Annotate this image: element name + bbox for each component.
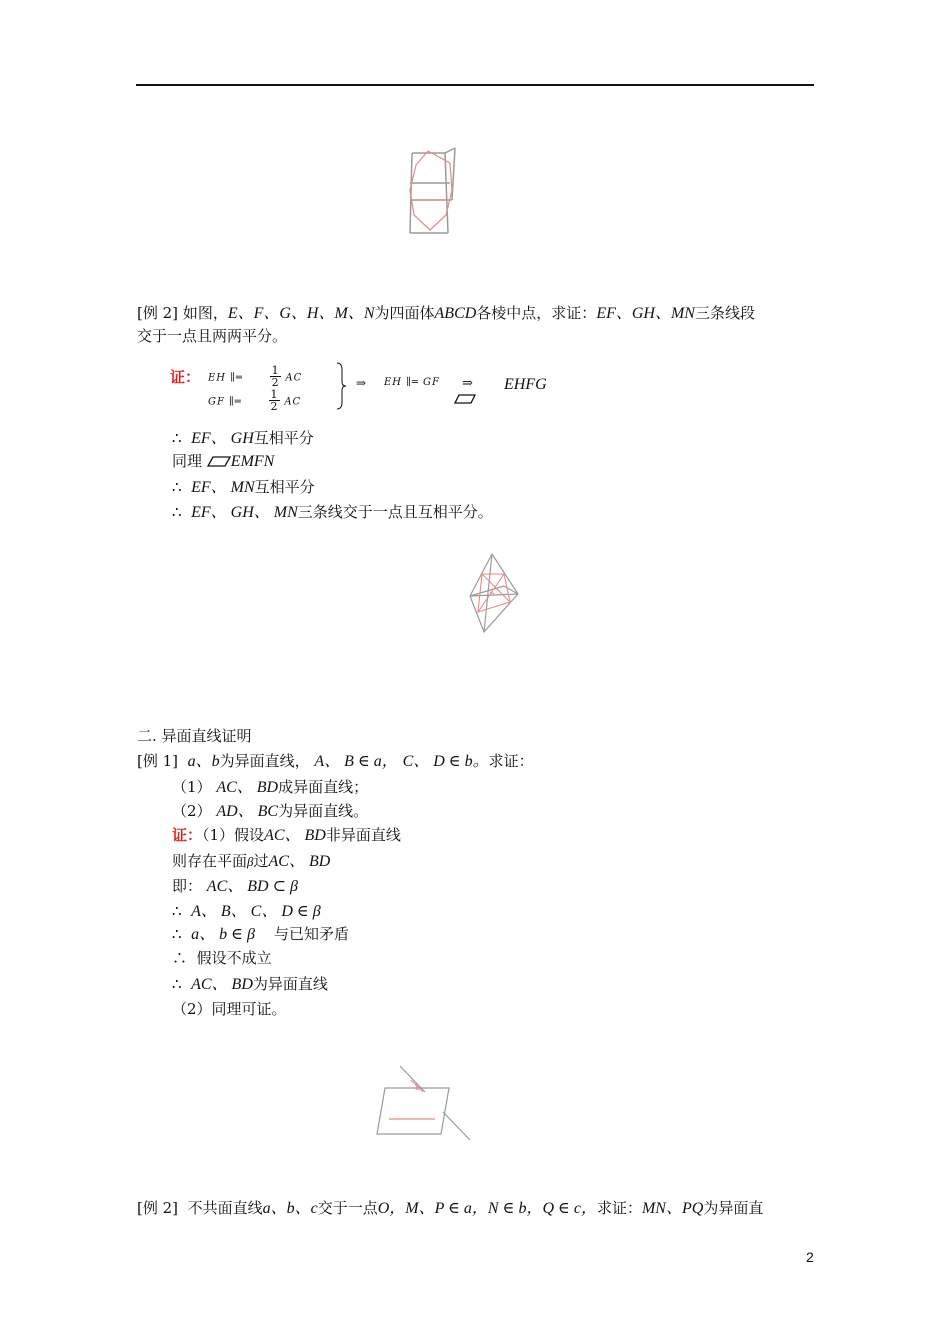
eh-label: EH ∥═ (208, 372, 243, 384)
step3-math: EF、 MN (191, 479, 255, 496)
ex1-cd-in-b: C、 D ∈ b。 (402, 753, 489, 770)
frac-half-2 (269, 389, 280, 412)
step2-math: EMFN (230, 453, 275, 470)
step1-math: EF、 GH (191, 430, 254, 447)
eh-gf: EH ∥═ GF (384, 377, 440, 388)
frac-den: 2 (271, 376, 279, 389)
figure-prism (400, 145, 465, 240)
ex2b-abc: a、b、c (262, 1200, 318, 1217)
parallelogram-icon (207, 456, 231, 467)
ex2-text-b: 为四面体 (374, 304, 435, 322)
ac-label: AC (284, 396, 302, 408)
q2-math: AD、 BC (216, 803, 279, 820)
proof1-step4 (172, 499, 493, 522)
proof1-eh-row (208, 365, 302, 388)
ex2-text-a: 如图， (182, 304, 228, 322)
proof1-step1 (172, 425, 314, 448)
q2-num: （2） (172, 802, 212, 820)
ex1-text-b: 为异面直线， (219, 752, 310, 770)
ex2b-label: [例 2] (137, 1199, 179, 1217)
ex1-qiuzheng: 求证： (488, 752, 534, 770)
therefore-icon: ∴ (172, 478, 182, 496)
step3-text: 互相平分 (254, 478, 315, 496)
ex2b-text-g: 为异面直 (703, 1199, 764, 1217)
right-brace (336, 362, 348, 410)
frac-num: 1 (271, 364, 279, 377)
ex2-segments: EF、GH、MN (596, 305, 695, 322)
p5-line (172, 921, 349, 944)
p1-text-b: 非异面直线 (325, 826, 401, 844)
q2-line (172, 798, 368, 821)
p7-math: AC、 BD (191, 976, 253, 993)
therefore-icon: ∴ (172, 949, 188, 967)
implies-1: ⇒ (356, 376, 367, 390)
p2-line (172, 848, 330, 871)
ex2-label: [例 2] (137, 304, 179, 322)
header-rule (136, 84, 814, 86)
s2-ex2-line (137, 1195, 763, 1218)
q1-line (172, 774, 368, 797)
p3-text: 即： (172, 877, 203, 895)
parallelogram-icon (454, 394, 476, 404)
ex1-label: [例 1] (137, 752, 179, 770)
p1-line (172, 822, 401, 845)
step4-math: EF、 GH、 MN (191, 504, 298, 521)
p1-text: （1）假设 (202, 826, 265, 844)
page-number: 2 (806, 1249, 814, 1265)
p2-math: AC、 BD (268, 853, 331, 870)
ex2-points: E、F、G、H、M、N (227, 305, 375, 322)
p4-line (172, 898, 321, 921)
proof1-step3 (172, 474, 315, 497)
p5-math: a、 b ∈ β (191, 926, 255, 943)
gf-label: GF ∥═ (208, 396, 242, 408)
therefore-icon: ∴ (172, 925, 182, 943)
p7-line (172, 971, 328, 994)
therefore-icon: ∴ (172, 975, 182, 993)
proof1-gf-row (208, 389, 301, 412)
step1-text: 互相平分 (253, 429, 314, 447)
ex2-line2: 交于一点且两两平分。 (137, 327, 288, 345)
parallelogram-ehfg: EHFG (504, 376, 547, 393)
frac-num: 1 (270, 388, 278, 401)
step4-text: 三条线交于一点且互相平分。 (297, 503, 493, 521)
p1-math: AC、 BD (264, 827, 326, 844)
implies-2: ⇒ (462, 376, 473, 391)
q1-math: AC、 BD (216, 779, 279, 796)
step2-text: 同理 (172, 452, 203, 470)
ex2b-points: O，M、P ∈ a，N ∈ b，Q ∈ c， (377, 1200, 597, 1217)
section2-heading: 二. 异面直线证明 (137, 727, 252, 745)
p2-beta: β (247, 854, 254, 869)
therefore-icon: ∴ (172, 429, 182, 447)
p6-line (172, 947, 272, 968)
s2-ex1-line (137, 748, 534, 771)
p4-math: A、 B、 C、 D ∈ β (191, 903, 321, 920)
ex2b-text-a: 不共面直线 (187, 1199, 263, 1217)
p2-text-b: 过 (253, 852, 269, 870)
p3-math: AC、 BD ⊂ β (206, 878, 298, 895)
ex2-line1 (137, 300, 755, 323)
ex2-text-d: 三条线段 (694, 304, 755, 322)
p6-text: 假设不成立 (196, 949, 272, 967)
q2-text: 为异面直线。 (278, 802, 369, 820)
figure-plane-lines (375, 1062, 475, 1144)
ex2b-qiuzheng: 求证： (596, 1199, 642, 1217)
proof1-step2 (172, 450, 274, 471)
ex1-ab: a、b (187, 753, 220, 770)
p5-text: 与已知矛盾 (274, 925, 350, 943)
ex2b-mnpq: MN、PQ (641, 1200, 704, 1217)
ex2b-text-c: 交于一点 (317, 1199, 378, 1217)
ex1-ab-in-a: A、 B ∈ a， (314, 753, 398, 770)
ex2-text-c: 各棱中点，求证： (476, 304, 597, 322)
frac-half-1 (270, 365, 281, 388)
p2-text: 则存在平面 (172, 852, 248, 870)
svg-text:b: b (415, 1083, 421, 1092)
ex2-solid: ABCD (434, 305, 477, 322)
q1-num: （1） (172, 778, 212, 796)
therefore-icon: ∴ (172, 503, 182, 521)
therefore-icon: ∴ (172, 902, 182, 920)
frac-den: 2 (270, 400, 278, 413)
p7-text: 为异面直线 (252, 975, 328, 993)
q1-text: 成异面直线； (278, 778, 369, 796)
p8-line: （2）同理可证。 (172, 1000, 287, 1018)
proof2-zheng: 证： (172, 826, 203, 844)
p3-line (172, 873, 298, 896)
ac-label: AC (285, 372, 303, 384)
figure-tetrahedron (464, 552, 524, 634)
proof1-zheng: 证： (170, 368, 201, 386)
